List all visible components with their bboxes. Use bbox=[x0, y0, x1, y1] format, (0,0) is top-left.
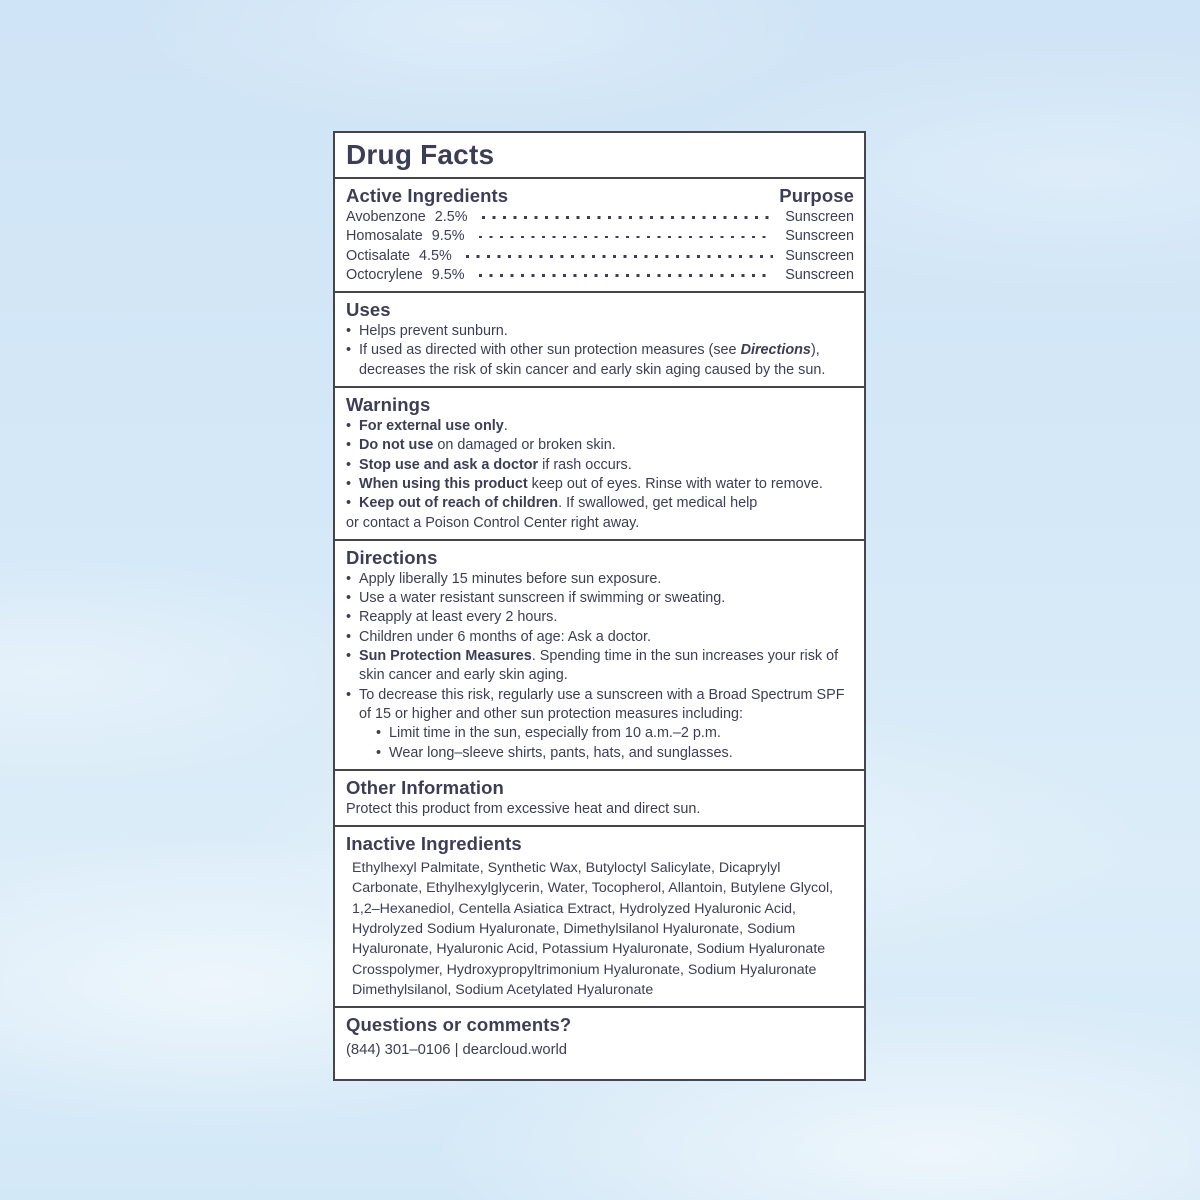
other-information-section bbox=[335, 771, 864, 827]
active-ingredient-rows bbox=[346, 208, 854, 285]
active-ingredients-heading: Active Ingredients bbox=[346, 185, 509, 206]
questions-section bbox=[335, 1008, 864, 1079]
active-ingredient-row bbox=[346, 266, 854, 285]
active-ingredients-section bbox=[335, 179, 864, 293]
inactive-ingredients-section bbox=[335, 827, 864, 1008]
list-item: • Wear long–sleeve shirts, pants, hats, and sunglasses. bbox=[376, 744, 854, 763]
ingredient-name: Octisalate bbox=[346, 247, 410, 264]
list-item: • Stop use and ask a doctor if rash occurs. bbox=[346, 456, 854, 475]
list-item: or contact a Poison Control Center right away. bbox=[346, 514, 640, 531]
list-item: • To decrease this risk, regularly use a sunscreen with a Broad Spectrum SPF of 15 or higher and other sun protection measures including: bbox=[346, 686, 854, 725]
list-item: • Apply liberally 15 minutes before sun exposure. bbox=[346, 570, 854, 589]
ingredient-name: Avobenzone bbox=[346, 209, 426, 225]
dotted-leader bbox=[479, 274, 774, 277]
dotted-leader bbox=[479, 236, 774, 239]
ingredient-percent: 9.5% bbox=[431, 266, 465, 283]
list-item: • Children under 6 months of age: Ask a doctor. bbox=[346, 628, 854, 647]
bullet-marker: • bbox=[346, 495, 352, 512]
bullet-marker: • bbox=[346, 628, 352, 645]
ingredient-percent: 2.5% bbox=[434, 209, 468, 225]
list-item: • When using this product keep out of eyes. Rinse with water to remove. bbox=[346, 475, 854, 494]
active-ingredient-row bbox=[346, 247, 854, 266]
bullet-marker: • bbox=[346, 342, 352, 359]
bullet-marker: • bbox=[346, 437, 352, 454]
bullet-marker: • bbox=[346, 648, 352, 665]
ingredient-purpose: Sunscreen bbox=[785, 228, 854, 245]
drug-facts-panel bbox=[333, 131, 866, 1081]
purpose-heading: Purpose bbox=[779, 185, 854, 206]
dotted-leader bbox=[482, 216, 774, 219]
list-item: • Do not use on damaged or broken skin. bbox=[346, 436, 854, 455]
warnings-section bbox=[335, 388, 864, 541]
directions-list bbox=[346, 570, 854, 763]
list-item: • Keep out of reach of children. If swallowed, get medical help bbox=[346, 494, 854, 513]
ingredient-percent: 4.5% bbox=[419, 247, 452, 264]
ingredient-purpose: Sunscreen bbox=[785, 247, 854, 264]
uses-heading: Uses bbox=[346, 299, 391, 321]
ingredient-purpose: Sunscreen bbox=[785, 209, 854, 225]
ingredient-name: Homosalate bbox=[346, 228, 423, 245]
active-ingredient-row bbox=[346, 208, 854, 227]
bullet-marker: • bbox=[346, 418, 352, 435]
other-information-text: Protect this product from excessive heat and direct sun. bbox=[346, 800, 701, 817]
list-item: • Reapply at least every 2 hours. bbox=[346, 608, 854, 627]
uses-section bbox=[335, 293, 864, 388]
active-ingredients-header bbox=[346, 184, 854, 208]
dotted-leader bbox=[466, 255, 773, 258]
list-item: • Helps prevent sunburn. bbox=[346, 322, 854, 341]
list-item: • Use a water resistant sunscreen if swimming or sweating. bbox=[346, 589, 854, 608]
other-information-heading: Other Information bbox=[346, 776, 504, 798]
inactive-ingredients-heading: Inactive Ingredients bbox=[346, 833, 522, 855]
contact-info: (844) 301–0106 | dearcloud.world bbox=[346, 1042, 568, 1059]
directions-heading: Directions bbox=[346, 546, 438, 568]
ingredient-purpose: Sunscreen bbox=[785, 266, 854, 283]
list-item: • For external use only. bbox=[346, 417, 854, 436]
warnings-list bbox=[346, 417, 854, 533]
ingredient-percent: 9.5% bbox=[431, 228, 465, 245]
list-item: • Limit time in the sun, especially from 10 a.m.–2 p.m. bbox=[376, 724, 854, 743]
list-item: • Sun Protection Measures. Spending time in the sun increases your risk of skin cancer and early skin aging. bbox=[346, 647, 854, 686]
list-item: • If used as directed with other sun protection measures (see Directions), decreases the risk of skin cancer and early skin aging caused by the sun. bbox=[346, 341, 854, 380]
ingredient-name: Octocrylene bbox=[346, 266, 423, 283]
bullet-marker: • bbox=[346, 686, 352, 703]
uses-list bbox=[346, 322, 854, 380]
bullet-marker: • bbox=[346, 609, 352, 626]
bullet-marker: • bbox=[346, 323, 352, 340]
bullet-marker: • bbox=[376, 725, 382, 742]
questions-heading: Questions or comments? bbox=[346, 1014, 572, 1036]
warnings-heading: Warnings bbox=[346, 394, 431, 416]
bullet-marker: • bbox=[376, 744, 382, 761]
bullet-marker: • bbox=[346, 475, 352, 492]
directions-section bbox=[335, 541, 864, 771]
drug-facts-title: Drug Facts bbox=[346, 139, 495, 170]
active-ingredient-row bbox=[346, 227, 854, 246]
inactive-ingredients-text: Ethylhexyl Palmitate, Synthetic Wax, Butyloctyl Salicylate, Dicaprylyl Carbonate, Ethylhexylglycerin, Water, Tocopherol, Allantoin, Butylene Glycol, 1,2–Hexanediol, Centella Asiatica Extract, Hydrolyzed Hyaluronic Acid, Hydrolyzed Sodium Hyaluronate, Dimethylsilanol Hyaluronate, Sodium Hyaluronate, Hyaluronic Acid, Potassium Hyaluronate, Sodium Hyaluronate Crosspolymer, Hydroxypropyltrimonium Hyaluronate, Sodium Hyaluronate Dimethylsilanol, Sodium Acetylated Hyaluronate bbox=[352, 860, 834, 998]
bullet-marker: • bbox=[346, 590, 352, 607]
title-section bbox=[335, 133, 864, 179]
bullet-marker: • bbox=[346, 456, 352, 473]
bullet-marker: • bbox=[346, 570, 352, 587]
